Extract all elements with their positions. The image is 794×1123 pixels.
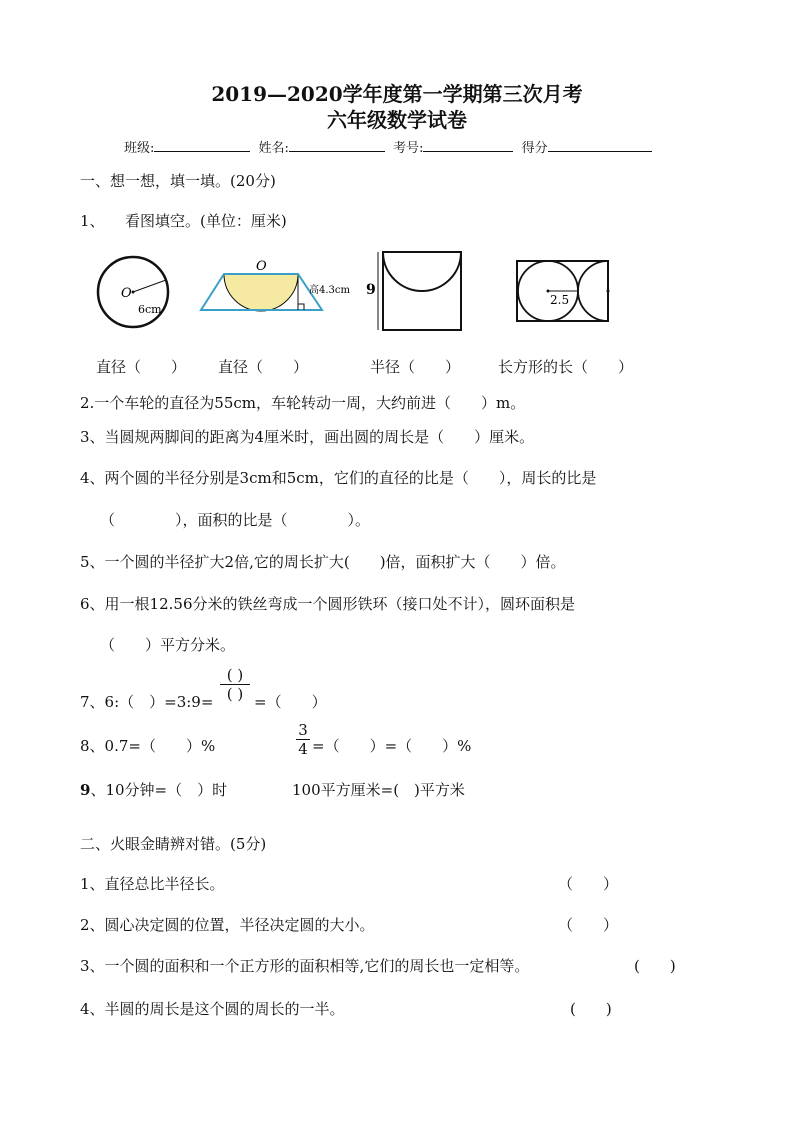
- fig3-side-label: 9: [366, 282, 376, 298]
- fig1-circle: [98, 257, 168, 327]
- tf-item-4-paren[interactable]: ( ): [570, 1000, 612, 1018]
- tf-item-2-paren[interactable]: （ ）: [558, 916, 619, 934]
- tf-item-4-text: 4、半圆的周长是这个圆的周长的一半。: [80, 1000, 345, 1018]
- score-blank[interactable]: [548, 139, 652, 152]
- q1-answer-2[interactable]: 直径（ ）: [218, 358, 309, 376]
- q2[interactable]: 2.一个车轮的直径为55cm，车轮转动一周，大约前进（ ）m。: [80, 394, 526, 412]
- fig4-rectangle: [517, 261, 610, 321]
- tf-item-2-text: 2、圆心决定圆的位置，半径决定圆的大小。: [80, 916, 375, 934]
- section2-heading: 二、火眼金睛辨对错。(5分): [80, 835, 267, 853]
- q1-answer-4[interactable]: 长方形的长（ ）: [498, 358, 634, 376]
- q7-numerator: ( ): [226, 666, 244, 684]
- q8-left[interactable]: 8、0.7=（ ）%: [80, 737, 216, 755]
- q9-text: 、10分钟=（ ）时: [90, 781, 228, 799]
- q1-answer-1[interactable]: 直径（ ）: [96, 358, 187, 376]
- tf-item-3-text: 3、一个圆的面积和一个正方形的面积相等,它们的周长也一定相等。: [80, 957, 530, 975]
- q7-denominator: ( ): [220, 684, 250, 703]
- class-blank[interactable]: [154, 139, 250, 152]
- q8-numerator: 3: [298, 721, 308, 739]
- fig3-square: [366, 252, 461, 330]
- tf-item-1-text: 1、直径总比半径长。: [80, 875, 225, 893]
- q7-fraction[interactable]: [220, 666, 250, 703]
- class-label: 班级:: [124, 141, 155, 156]
- exam-no-blank[interactable]: [423, 139, 513, 152]
- exam-no-label: 考号:: [393, 141, 424, 156]
- section1-heading: 一、想一想，填一填。(20分): [80, 172, 276, 190]
- fig1-center-label: O: [121, 286, 132, 301]
- q1-number: 1、: [80, 212, 105, 230]
- q9[interactable]: [80, 779, 227, 800]
- q3[interactable]: 3、当圆规两脚间的距离为4厘米时，画出圆的周长是（ ）厘米。: [80, 428, 535, 446]
- score-label: 得分: [521, 141, 548, 156]
- name-blank[interactable]: [289, 139, 385, 152]
- tf-item-3-paren[interactable]: ( ): [634, 957, 676, 975]
- q4-line1[interactable]: 4、两个圆的半径分别是3cm和5cm，它们的直径的比是（ ），周长的比是: [80, 469, 597, 487]
- q1-text: 看图填空。(单位：厘米): [125, 212, 287, 230]
- fig2-center-label: O: [256, 259, 267, 274]
- q1-answer-3[interactable]: 半径（ ）: [370, 358, 461, 376]
- fig2-trapezoid: [201, 259, 351, 311]
- exam-title: 2019—2020学年度第一学期第三次月考: [211, 82, 583, 106]
- q7-left[interactable]: 7、6:（ ）=3:9=: [80, 693, 214, 711]
- fig1-radius-label: 6cm: [138, 303, 162, 316]
- q9-text2[interactable]: 100平方厘米=( )平方米: [292, 781, 465, 799]
- q8-denominator: 4: [296, 739, 310, 758]
- q6-line1[interactable]: 6、用一根12.56分米的铁丝弯成一个圆形铁环（接口处不计），圆环面积是: [80, 595, 575, 613]
- q1-figures: [0, 240, 794, 340]
- q5[interactable]: 5、一个圆的半径扩大2倍,它的周长扩大( )倍，面积扩大（ ）倍。: [80, 553, 566, 571]
- fig4-radius-label: 2.5: [550, 293, 570, 307]
- fig2-height-label: 高4.3cm: [309, 285, 350, 296]
- exam-subtitle: 六年级数学试卷: [327, 108, 467, 132]
- name-label: 姓名:: [258, 141, 289, 156]
- q8-right[interactable]: =（ ）=（ ）%: [312, 737, 472, 755]
- q4-line2[interactable]: （ ），面积的比是（ ）。: [100, 511, 371, 529]
- q8-fraction: [296, 721, 310, 758]
- q9-number: 9: [80, 781, 91, 799]
- student-info-line: [124, 137, 652, 156]
- q6-line2[interactable]: （ ）平方分米。: [100, 636, 236, 654]
- q7-right[interactable]: =（ ）: [254, 693, 327, 711]
- tf-item-1-paren[interactable]: （ ）: [558, 875, 619, 893]
